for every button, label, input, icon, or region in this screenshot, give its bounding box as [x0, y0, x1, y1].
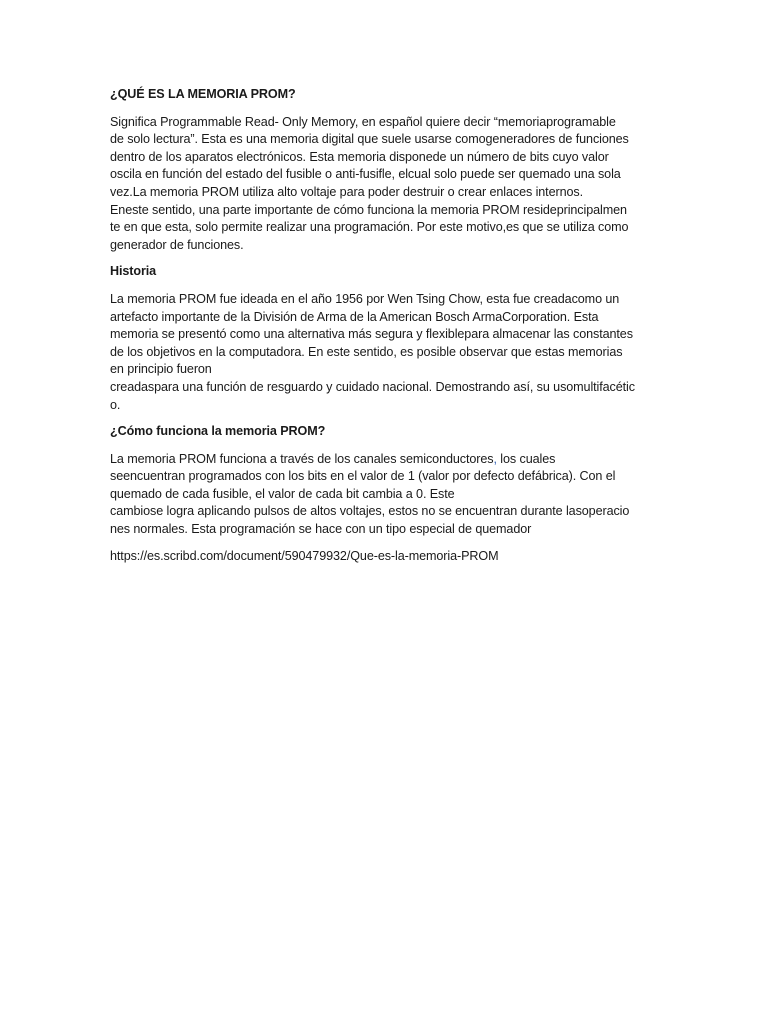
- how-it-works-paragraph: [110, 451, 662, 539]
- text-line: artefacto importante de la División de Arma de la American Bosch ArmaCorporation. Esta: [110, 309, 599, 324]
- text-line: generador de funciones.: [110, 237, 244, 252]
- text-line: de solo lectura”. Esta es una memoria digital que suele usarse comogeneradores de funciones: [110, 132, 629, 147]
- source-url: https://es.scribd.com/document/590479932/Que-es-la-memoria-PROM: [110, 548, 499, 563]
- text-line: de los objetivos en la computadora. En este sentido, es posible observar que estas memorias: [110, 344, 623, 359]
- text-line: La memoria PROM fue ideada en el año 1956 por Wen Tsing Chow, esta fue creadacomo un: [110, 291, 620, 306]
- text-line: Significa Programmable Read- Only Memory, en español quiere decir “memoriaprogramable: [110, 114, 616, 129]
- intro-paragraph: [110, 114, 662, 255]
- text-fragment: los cuales: [496, 451, 556, 466]
- document-body: [110, 86, 662, 565]
- text-line: seencuentran programados con los bits en el valor de 1 (valor por defecto defábrica). Con el: [110, 469, 616, 484]
- text-fragment: La memoria PROM funciona a través de los canales semiconductores: [110, 451, 494, 466]
- text-line: creadaspara una función de resguardo y cuidado nacional. Demostrando así, su usomultifacétic: [110, 379, 635, 394]
- text-line: vez.La memoria PROM utiliza alto voltaje para poder destruir o crear enlaces internos.: [110, 184, 583, 199]
- history-paragraph: [110, 291, 662, 414]
- text-line: quemado de cada fusible, el valor de cada bit cambia a 0. Este: [110, 486, 455, 501]
- text-line: nes normales. Esta programación se hace con un tipo especial de quemador: [110, 522, 532, 537]
- text-line: o.: [110, 397, 121, 412]
- text-line: te en que esta, solo permite realizar una programación. Por este motivo,es que se utiliza como: [110, 220, 629, 235]
- page-title: ¿QUÉ ES LA MEMORIA PROM?: [110, 87, 296, 101]
- text-line: memoria se presentó como una alternativa más segura y flexiblepara almacenar las constantes: [110, 327, 633, 342]
- section-heading-history: Historia: [110, 264, 157, 279]
- text-line: en principio fueron: [110, 362, 212, 377]
- text-line: oscila en función del estado del fusible o anti-fusifle, elcual solo puede ser quemado una sola: [110, 167, 621, 182]
- text-line: Eneste sentido, una parte importante de cómo funciona la memoria PROM resideprincipalmen: [110, 202, 627, 217]
- text-line: [110, 451, 662, 469]
- hyperlink-comma[interactable]: ,: [493, 451, 497, 466]
- text-line: dentro de los aparatos electrónicos. Esta memoria disponede un número de bits cuyo valor: [110, 149, 609, 164]
- section-heading-how-it-works: ¿Cómo funciona la memoria PROM?: [110, 424, 326, 439]
- text-line: cambiose logra aplicando pulsos de altos voltajes, estos no se encuentran durante lasoperacio: [110, 504, 630, 519]
